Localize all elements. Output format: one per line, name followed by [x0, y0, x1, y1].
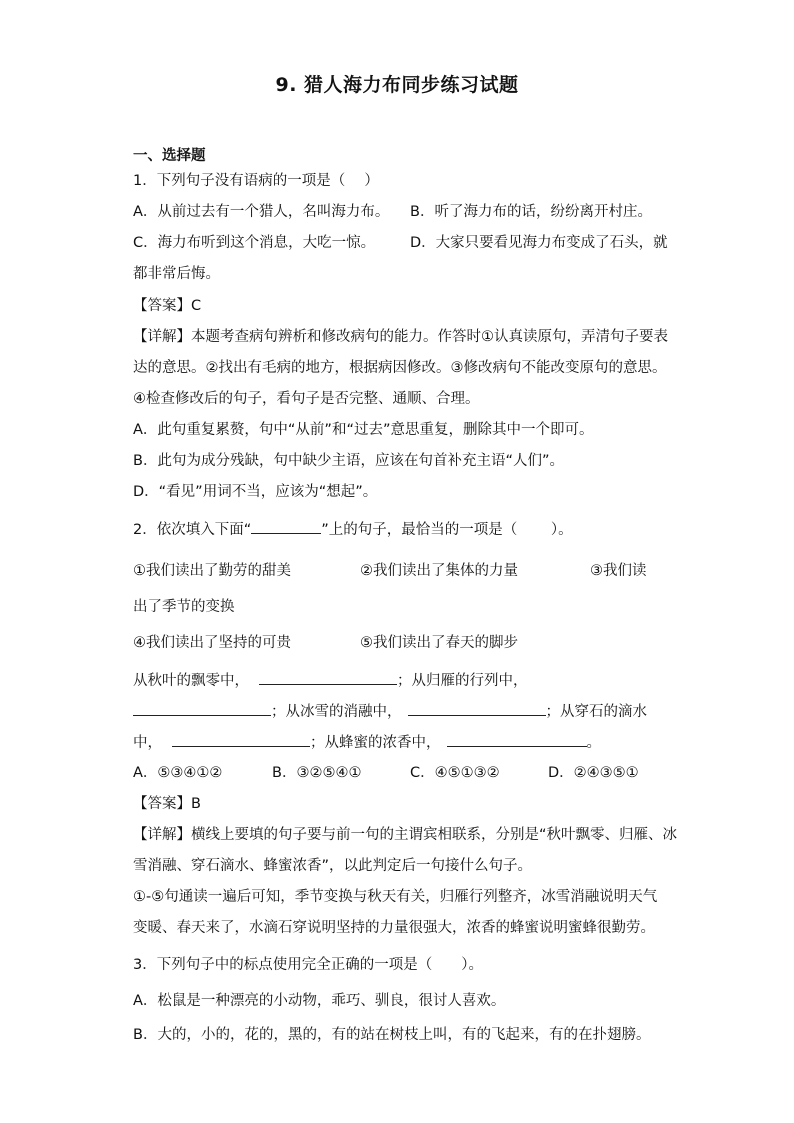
q1-option-d: D．大家只要看见海力布变成了石头，就 — [410, 235, 668, 251]
fill-blank — [259, 670, 397, 685]
q2-option-a: A．⑤③④①② — [133, 765, 223, 781]
q2-stem — [133, 519, 573, 540]
q2-option-c: C．④⑤①③② — [410, 765, 500, 781]
q2-fill-line — [133, 701, 647, 722]
q1-detail: A．此句重复累赘，句中“从前”和“过去”意思重复，删除其中一个即可。 — [133, 422, 594, 438]
fill-text: 从秋叶的飘零中， — [133, 673, 249, 689]
fill-blank — [133, 701, 271, 716]
section-heading: 一、选择题 — [133, 148, 206, 164]
q1-detail: D．“看见”用词不当，应该为“想起”。 — [133, 484, 378, 500]
q3-option-a: A．松鼠是一种漂亮的小动物，乖巧、驯良，很讨人喜欢。 — [133, 993, 506, 1009]
q1-detail: B．此句为成分残缺，句中缺少主语，应该在句首补充主语“人们”。 — [133, 453, 564, 469]
q3-stem: 3．下列句子中的标点使用完全正确的一项是（ ）。 — [133, 957, 483, 973]
fill-text: 。 — [586, 735, 601, 751]
fill-text: 中， — [133, 735, 162, 751]
q2-answer: 【答案】B — [133, 796, 201, 812]
q2-sentence-5: ⑤我们读出了春天的脚步 — [360, 635, 518, 651]
q2-stem-part: 2．依次填入下面“ — [133, 522, 252, 538]
page-title: 9. 猎人海力布同步练习试题 — [275, 74, 519, 96]
q2-option-b: B．③②⑤④① — [272, 765, 362, 781]
fill-blank — [408, 701, 546, 716]
q2-sentence-4: ④我们读出了坚持的可贵 — [133, 635, 291, 651]
q2-detail: 雪消融、穿石滴水、蜂蜜浓香”，以此判定后一句接什么句子。 — [133, 858, 533, 874]
q2-sentence-3-cont: 出了季节的变换 — [133, 599, 235, 615]
q2-sentence-3: ③我们读 — [590, 563, 647, 579]
q1-detail: 【详解】本题考查病句辨析和修改病句的能力。作答时①认真读原句，弄清句子要表 — [133, 329, 668, 345]
fill-text: ；从穿石的滴水 — [545, 704, 647, 720]
q2-detail: 【详解】横线上要填的句子要与前一句的主谓宾相联系，分别是“秋叶飘零、归雁、冰 — [133, 827, 678, 843]
fill-text: ；从归雁的行列中， — [397, 673, 528, 689]
fill-blank — [172, 732, 310, 747]
fill-text: ；从冰雪的消融中， — [271, 704, 402, 720]
q1-stem: 1．下列句子没有语病的一项是（ ） — [133, 173, 379, 189]
q1-option-a: A．从前过去有一个猎人，名叫海力布。 — [133, 204, 390, 220]
q1-detail: 达的意思。②找出有毛病的地方，根据病因修改。③修改病句不能改变原句的意思。 — [133, 360, 667, 376]
q1-detail: ④检查修改后的句子，看句子是否完整、通顺、合理。 — [133, 391, 480, 407]
q3-option-b: B．大的，小的，花的，黑的，有的站在树枝上叫，有的飞起来，有的在扑翅膀。 — [133, 1027, 651, 1043]
fill-blank — [251, 519, 321, 534]
q2-fill-line — [133, 670, 528, 691]
fill-blank — [447, 732, 587, 747]
q2-detail: ①-⑤句通读一遍后可知，季节变换与秋天有关，归雁行列整齐，冰雪消融说明天气 — [133, 889, 658, 905]
q1-option-d-cont: 都非常后悔。 — [133, 266, 220, 282]
q2-option-d: D．②④③⑤① — [548, 765, 639, 781]
q2-sentence-1: ①我们读出了勤劳的甜美 — [133, 563, 291, 579]
q2-stem-part: ”上的句子，最恰当的一项是（ ）。 — [321, 522, 573, 538]
q1-option-c: C．海力布听到这个消息，大吃一惊。 — [133, 235, 376, 251]
q1-answer: 【答案】C — [133, 298, 202, 314]
q1-option-b: B．听了海力布的话，纷纷离开村庄。 — [410, 204, 652, 220]
q2-fill-line — [133, 732, 601, 753]
q2-detail: 变暖、春天来了，水滴石穿说明坚持的力量很强大，浓香的蜂蜜说明蜜蜂很勤劳。 — [133, 920, 655, 936]
fill-text: ；从蜂蜜的浓香中， — [310, 735, 441, 751]
q2-sentence-2: ②我们读出了集体的力量 — [360, 563, 518, 579]
